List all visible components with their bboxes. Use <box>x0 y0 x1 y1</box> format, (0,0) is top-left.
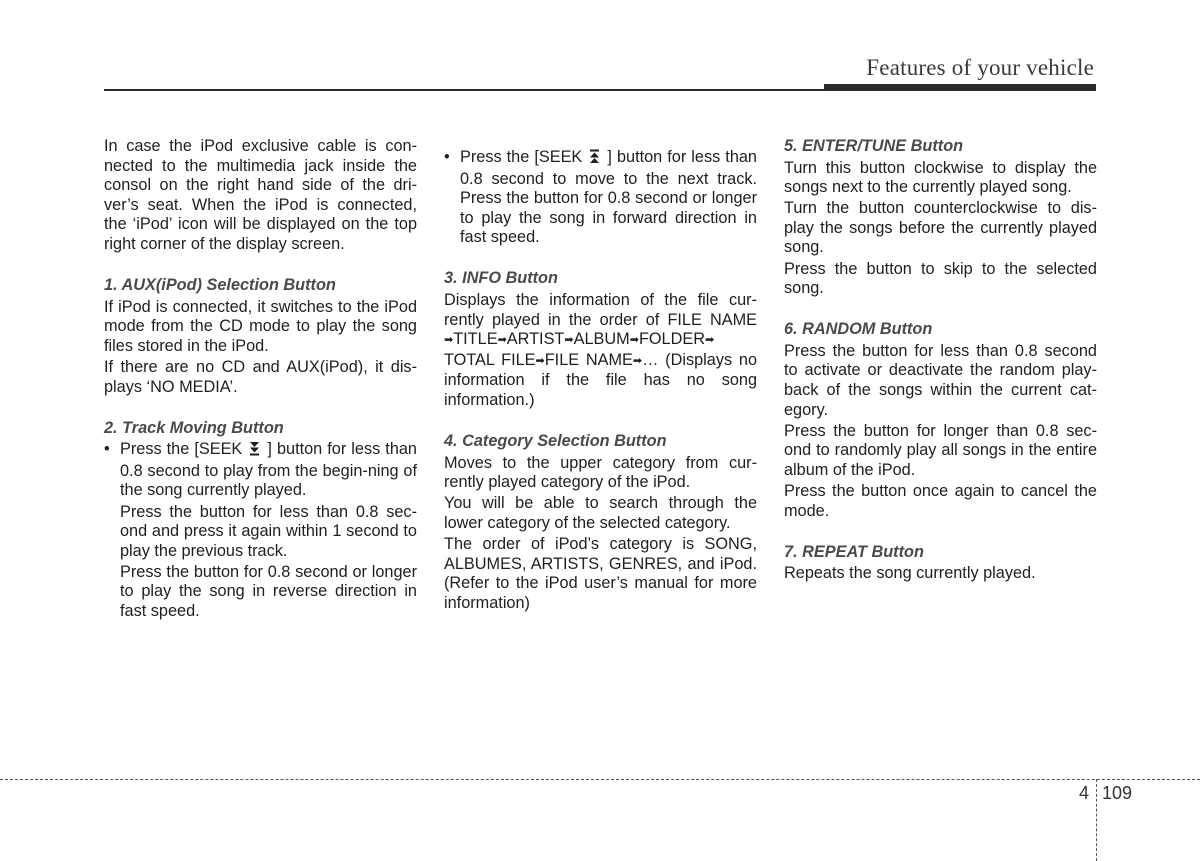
aux-ipod-heading: 1. AUX(iPod) Selection Button <box>104 276 336 295</box>
aux-ipod-paragraph-1: If iPod is connected, it switches to the iPod mode from the CD mode to play the song files stored in the iPod. <box>104 297 417 355</box>
intro-paragraph: In case the iPod exclusive cable is con-nected to the multimedia jack inside the consol on the right hand side of the dri-ver’s seat. When the iPod is connected, the ‘iPod’ icon will be displayed on the top right corner of the display screen. <box>104 137 417 253</box>
category-paragraph-3: The order of iPod’s category is SONG, ALBUMES, ARTISTS, GENRES, and iPod. (Refer to the iPod user’s manual for more information) <box>444 535 757 612</box>
seek-up-icon <box>589 149 600 170</box>
track-moving-heading: 2. Track Moving Button <box>104 418 284 437</box>
arrow-icon: ➡ <box>444 334 454 347</box>
info-folder: FOLDER <box>638 330 705 349</box>
arrow-icon: ➡ <box>632 354 643 367</box>
column-3 <box>784 137 1097 585</box>
info-paragraph <box>444 291 757 411</box>
footer-dashed-rule <box>0 779 1200 780</box>
header-rule-thick <box>824 84 1096 91</box>
info-album: ALBUM <box>573 330 630 349</box>
random-paragraph-1: Press the button for less than 0.8 second to activate or deactivate the random play-back of the songs within the current cat-egory. <box>784 341 1097 419</box>
bullet-dot: • <box>104 440 110 459</box>
track-moving-paragraph-3: Press the button for 0.8 second or longer to play the song in reverse direction in fast speed. <box>120 562 417 620</box>
seek-down-bullet <box>104 440 417 501</box>
seek-up-text-pre: Press the [SEEK <box>460 148 583 166</box>
repeat-heading: 7. REPEAT Button <box>784 542 924 561</box>
info-tail: … (Displays no information if the file has no song information.) <box>444 350 757 410</box>
info-artist: ARTIST <box>506 330 565 349</box>
info-title: TITLE <box>453 330 498 349</box>
arrow-icon: ➡ <box>629 334 639 347</box>
info-total-file: TOTAL FILE <box>444 350 536 369</box>
info-file-name: FILE NAME <box>544 350 633 369</box>
footer-vertical-dashed-rule <box>1096 779 1097 861</box>
info-heading: 3. INFO Button <box>444 269 558 288</box>
enter-tune-heading: 5. ENTER/TUNE Button <box>784 137 964 155</box>
seek-down-icon <box>249 441 260 462</box>
aux-ipod-paragraph-2: If there are no CD and AUX(iPod), it dis-plays ‘NO MEDIA’. <box>104 357 417 396</box>
arrow-icon: ➡ <box>497 334 507 347</box>
seek-up-bullet <box>444 148 757 248</box>
enter-tune-paragraph-2: Turn the button counterclockwise to dis-play the songs before the currently played song. <box>784 199 1097 257</box>
enter-tune-paragraph-1: Turn this button clockwise to display the songs next to the currently played song. <box>784 158 1097 197</box>
track-moving-paragraph-2: Press the button for less than 0.8 sec-ond and press it again within 1 second to play the previous track. <box>120 502 417 560</box>
page-number: 109 <box>1102 783 1133 803</box>
random-paragraph-3: Press the button once again to cancel the mode. <box>784 482 1097 520</box>
bullet-dot: • <box>444 148 450 166</box>
seek-up-text-post: ] button for less than 0.8 second to move to the next track. Press the button for 0.8 second or longer to play the song in forward direction in fast speed. <box>460 148 757 247</box>
column-1 <box>104 137 417 623</box>
arrow-icon: ➡ <box>564 334 574 347</box>
repeat-paragraph: Repeats the song currently played. <box>784 564 1036 583</box>
seek-down-text-pre: Press the [SEEK <box>120 440 243 459</box>
chapter-number: 4 <box>1079 783 1090 803</box>
category-paragraph-2: You will be able to search through the lower category of the selected category. <box>444 494 757 532</box>
info-text-a: Displays the information of the file cur-rently played in the order of FILE NAME <box>444 291 757 329</box>
column-2 <box>444 137 757 615</box>
enter-tune-paragraph-3: Press the button to skip to the selected song. <box>784 259 1097 298</box>
seek-down-text-post: ] button for less than 0.8 second to play from the begin-ning of the song currently played. <box>120 440 417 500</box>
category-paragraph-1: Moves to the upper category from cur-rently played category of the iPod. <box>444 453 757 492</box>
category-heading: 4. Category Selection Button <box>444 432 667 451</box>
random-heading: 6. RANDOM Button <box>784 320 933 339</box>
arrow-icon: ➡ <box>535 354 545 367</box>
header-rule-thin <box>104 89 824 91</box>
arrow-icon: ➡ <box>704 334 715 347</box>
random-paragraph-2: Press the button for longer than 0.8 sec-ond to randomly play all songs in the entire album of the iPod. <box>784 421 1097 479</box>
page-header-title: Features of your vehicle <box>866 55 1094 80</box>
